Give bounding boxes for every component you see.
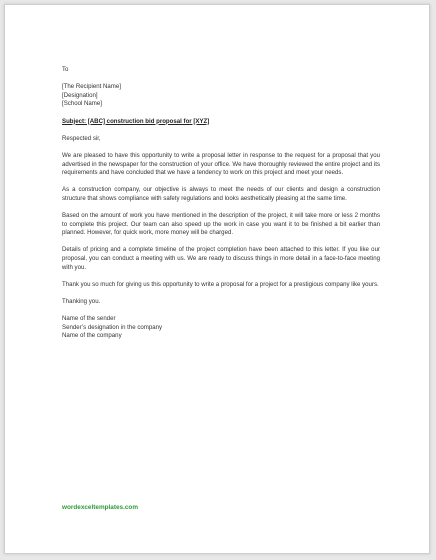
sender-name: Name of the sender	[62, 315, 116, 323]
subject-line: Subject: [ABC] construction bid proposal for [XYZ]	[62, 117, 210, 125]
closing: Thanking you.	[62, 298, 101, 306]
sender-company: Name of the company	[62, 332, 122, 340]
sender-designation: Sender’s designation in the company	[62, 323, 163, 331]
to-line: To	[62, 66, 69, 73]
recipient-school: [School Name]	[62, 100, 102, 108]
paragraph-pricing: Details of pricing and a complete timeline of the project completion have been attached to this letter. If you like our proposal, you can conduct a meeting with us. We are ready to discuss things in more detail in a face-to-face meeting with you.	[62, 246, 380, 271]
document-page	[4, 4, 430, 554]
recipient-designation: [Designation]	[62, 91, 98, 99]
website-link[interactable]: wordexceltemplates.com	[62, 504, 139, 511]
salutation: Respected sir,	[62, 134, 101, 142]
recipient-name: [The Recipient Name]	[62, 83, 121, 91]
paragraph-objective: As a construction company, our objective is always to meet the needs of our clients and design a construction structure that shows compliance with safety regulations and looks aesthetically pleasing at the same time.	[62, 186, 380, 202]
paragraph-timeline: Based on the amount of work you have mentioned in the description of the project, it will take more or less 2 months to complete this project. Our team can also speed up the work in case you want it to be finished a bit earlier than planned. However, for quick work, more money will be charged.	[62, 212, 380, 237]
paragraph-intro: We are pleased to have this opportunity to write a proposal letter in response to the request for a proposal that you advertised in the newspaper for the construction of your office. We have thoroughly reviewed the entire project and its requirements and have concluded that we have a tendency to work on this project and meet your needs.	[62, 151, 380, 177]
letter-body	[62, 66, 380, 341]
paragraph-thanks: Thank you so much for giving us this opportunity to write a proposal for a project for a prestigious company like yours.	[62, 280, 379, 288]
